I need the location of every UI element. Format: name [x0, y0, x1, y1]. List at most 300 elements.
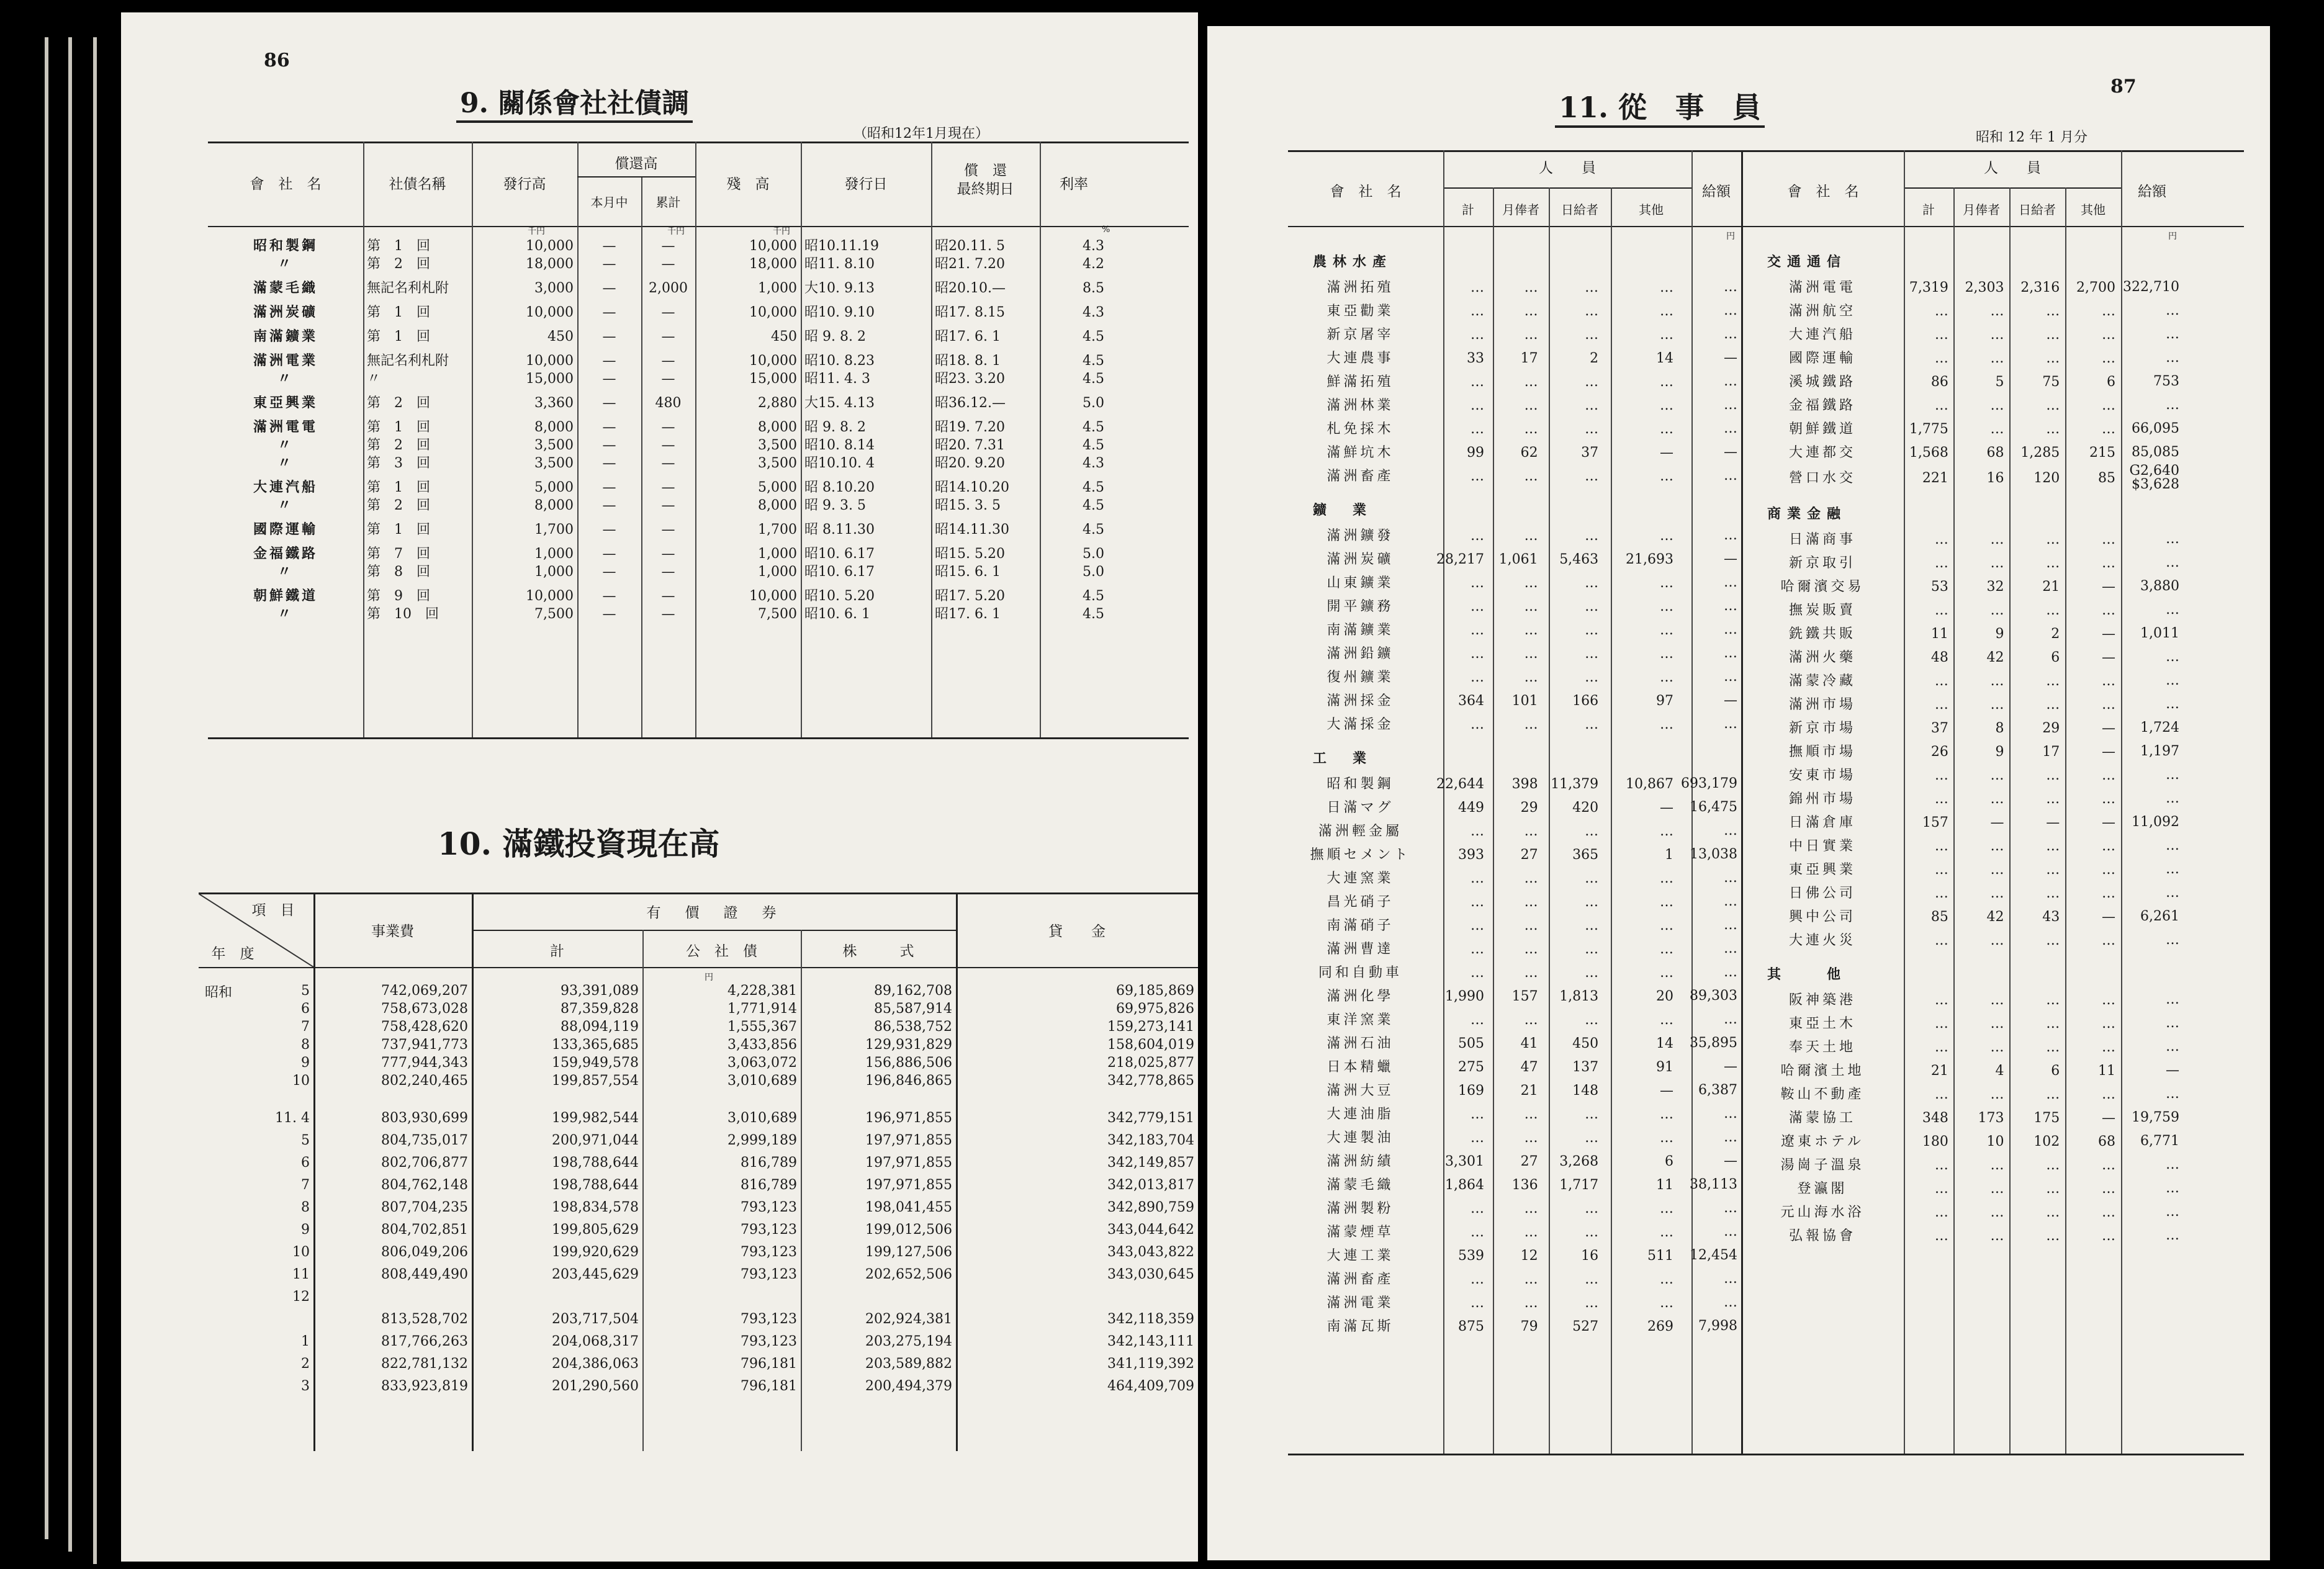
- table-cell: …: [1724, 528, 1737, 543]
- table-cell: 鮮滿拓殖: [1326, 374, 1394, 390]
- table-cell: …: [1934, 397, 1948, 413]
- table-cell: …: [1934, 1157, 1948, 1173]
- table-cell: —: [1724, 693, 1737, 708]
- table-cell: 29: [1520, 799, 1538, 816]
- table-row: [1288, 736, 1741, 772]
- table-row: [1288, 1315, 1741, 1338]
- table-cell: 35,895: [1690, 1035, 1737, 1051]
- table-cell: 101: [1511, 693, 1538, 709]
- page-stack-edge: [45, 37, 48, 1539]
- table-cell: 17: [2042, 744, 2060, 760]
- table-cell: 804,762,148: [381, 1177, 468, 1193]
- table-cell: …: [1934, 1015, 1948, 1032]
- table-cell: 342,118,359: [1107, 1311, 1194, 1327]
- table-cell: …: [1585, 1130, 1599, 1146]
- table-cell: …: [1660, 468, 1673, 484]
- header-company: 會 社 名: [250, 176, 322, 192]
- table-cell: …: [1724, 279, 1737, 295]
- table-cell: 221: [1922, 470, 1948, 486]
- table-cell: 1: [1665, 847, 1673, 863]
- table-row: [245, 1308, 1198, 1330]
- table-row: [1742, 740, 2183, 763]
- table-cell: 796,181: [741, 1355, 797, 1372]
- table-cell: 12,454: [1690, 1248, 1737, 1263]
- table-cell: —: [2101, 1110, 2115, 1126]
- table-row: [208, 237, 1108, 255]
- table-cell: 1,864: [1445, 1177, 1484, 1193]
- table-row: [245, 1036, 1198, 1054]
- table-cell: …: [1660, 397, 1673, 413]
- table-cell: …: [2101, 421, 2115, 437]
- table-cell: …: [1934, 1204, 1948, 1220]
- table-cell: …: [2101, 885, 2115, 901]
- table-cell: 第 1 回: [367, 238, 430, 254]
- table-cell: …: [1524, 870, 1538, 886]
- table-cell: …: [1660, 1106, 1673, 1122]
- table-row: [1742, 645, 2183, 669]
- table-cell: —: [661, 546, 675, 562]
- table-cell: 28,217: [1436, 551, 1484, 567]
- table-cell: 6: [301, 1154, 310, 1171]
- table-cell: 450: [1572, 1035, 1599, 1051]
- table-cell: 393: [1458, 847, 1484, 863]
- section-title-11: 11. 從 事 員: [1555, 85, 1765, 126]
- table-cell: 安東市場: [1788, 767, 1856, 783]
- table-cell: …: [2101, 326, 2115, 343]
- table-cell: …: [1934, 531, 1948, 547]
- table-cell: …: [1471, 279, 1484, 295]
- table-cell: 滿洲炭礦: [253, 304, 318, 320]
- table-cell: 120: [2034, 470, 2060, 486]
- table-cell: 札免採木: [1326, 421, 1394, 437]
- table-cell: 203,717,504: [552, 1311, 639, 1327]
- table-cell: …: [1585, 303, 1599, 319]
- table-cell: 133,365,685: [552, 1037, 639, 1053]
- table-row: [1742, 492, 2183, 528]
- table-cell: …: [2166, 555, 2179, 570]
- table-cell: 4: [1995, 1063, 2004, 1079]
- table-cell: 505: [1458, 1035, 1484, 1051]
- table-cell: …: [1990, 1180, 2004, 1197]
- table-row: [1742, 952, 2183, 988]
- table-cell: 1,990: [1445, 988, 1484, 1004]
- table-cell: 342,779,151: [1107, 1110, 1194, 1126]
- table-cell: 6: [1665, 1153, 1673, 1169]
- table-cell: …: [1660, 964, 1673, 981]
- table-cell: …: [1585, 397, 1599, 413]
- table-row: [245, 1018, 1198, 1036]
- table-cell: …: [1724, 1224, 1737, 1239]
- table-cell: …: [1990, 1015, 2004, 1032]
- table-cell: 11,092: [2132, 814, 2179, 830]
- table-cell: 9: [1995, 626, 2004, 642]
- table-cell: 793,123: [741, 1199, 797, 1215]
- table-cell: 2,880: [758, 395, 797, 411]
- table-cell: …: [2101, 350, 2115, 366]
- table-cell: …: [2166, 397, 2179, 413]
- table-cell: 33: [1467, 350, 1484, 366]
- table-cell: 滿洲曹達: [1326, 941, 1394, 957]
- table-cell: —: [2166, 1063, 2179, 1078]
- table-cell: 昭17. 6. 1: [935, 329, 1001, 344]
- table-cell: 10: [292, 1244, 310, 1260]
- header-total: 計: [1462, 202, 1474, 217]
- table-cell: 昭17. 6. 1: [935, 606, 1001, 622]
- table-row: [1288, 276, 1741, 299]
- table-cell: …: [2101, 992, 2115, 1008]
- table-cell: 18,000: [526, 256, 574, 272]
- table-cell: 156,886,506: [865, 1055, 952, 1071]
- table-cell: …: [1471, 1200, 1484, 1216]
- table-cell: 3,500: [758, 438, 797, 453]
- table-cell: [956, 1285, 1198, 1308]
- table-cell: …: [2166, 1086, 2179, 1102]
- table-cell: …: [1524, 917, 1538, 933]
- table-cell: 滿蒙毛織: [1326, 1177, 1394, 1193]
- table-cell: 大連製油: [1326, 1130, 1394, 1146]
- table-cell: 2: [301, 1355, 310, 1372]
- table-cell: …: [2046, 1228, 2060, 1244]
- table-cell: …: [1585, 964, 1599, 981]
- table-cell: …: [2166, 696, 2179, 712]
- table-cell: —: [602, 498, 616, 513]
- table-cell: …: [1471, 894, 1484, 910]
- table-cell: …: [1524, 1106, 1538, 1122]
- table-cell: 802,240,465: [381, 1073, 468, 1089]
- table-cell: 10,000: [749, 353, 797, 369]
- table-cell: 158,604,019: [1107, 1037, 1194, 1053]
- table-cell: 527: [1572, 1318, 1599, 1334]
- table-cell: —: [1724, 1153, 1737, 1169]
- table-cell: …: [1660, 326, 1673, 343]
- table-cell: 88,094,119: [561, 1019, 639, 1035]
- table-row: [208, 255, 1108, 273]
- table-cell: …: [1724, 669, 1737, 685]
- table-cell: —: [2101, 909, 2115, 925]
- table-cell: 197,971,855: [865, 1154, 952, 1171]
- table-cell: —: [602, 353, 616, 369]
- table-cell: …: [2046, 838, 2060, 854]
- table-cell: …: [2101, 1228, 2115, 1244]
- table-cell: 804,702,851: [381, 1221, 468, 1238]
- table-cell: …: [1934, 838, 1948, 854]
- table-cell: 日滿商事: [1788, 531, 1856, 547]
- table-cell: 昭10. 8.14: [804, 438, 875, 453]
- table-cell: —: [2101, 626, 2115, 642]
- table-cell: —: [661, 438, 675, 453]
- table-cell: …: [1990, 1157, 2004, 1173]
- table-row: [1288, 843, 1741, 866]
- table-cell: 12: [292, 1288, 310, 1305]
- table-cell: 南滿鑛業: [1326, 622, 1394, 638]
- table-cell: 復州鑛業: [1326, 669, 1394, 685]
- table-cell: …: [2101, 1204, 2115, 1220]
- table-cell: 1,000: [758, 564, 797, 580]
- table-cell: 昭11. 8.10: [804, 256, 875, 272]
- table-cell: 6: [301, 1001, 310, 1017]
- table-cell: 777,944,343: [381, 1055, 468, 1071]
- table-cell: …: [1471, 1106, 1484, 1122]
- table-cell: —: [661, 588, 675, 604]
- table-cell: 大連汽船: [253, 479, 318, 495]
- table-cell: 11: [2097, 1063, 2115, 1079]
- table-cell: 滿洲電業: [1326, 1295, 1394, 1311]
- table-cell: 342,149,857: [1107, 1154, 1194, 1171]
- table-row: [1742, 858, 2183, 881]
- table-cell: …: [1660, 528, 1673, 544]
- table-cell: …: [2101, 531, 2115, 547]
- table-row: [208, 346, 1108, 370]
- table-cell: 1,000: [758, 281, 797, 296]
- table-cell: 6,261: [2140, 909, 2179, 924]
- table-cell: 27: [1520, 847, 1538, 863]
- table-cell: —: [661, 353, 675, 369]
- table-cell: 滿洲鉛鑛: [1326, 645, 1394, 662]
- table-row: [1742, 1035, 2183, 1059]
- table-cell: 6: [2051, 1063, 2060, 1079]
- table-cell: …: [1471, 1271, 1484, 1287]
- table-cell: 480: [655, 395, 682, 411]
- table-cell: 199,920,629: [552, 1244, 639, 1260]
- table-cell: 99: [1467, 444, 1484, 461]
- table-row: [1288, 1126, 1741, 1149]
- table-cell: …: [1934, 326, 1948, 343]
- table-cell: 鞍山不動產: [1780, 1086, 1865, 1102]
- table-row: [208, 273, 1108, 297]
- table-row: [1288, 595, 1741, 618]
- header-pay: 給額: [2138, 184, 2166, 200]
- table-row: [1288, 464, 1741, 488]
- table-cell: —: [661, 480, 675, 495]
- table-cell: …: [1660, 1200, 1673, 1216]
- table-cell: 滿洲火藥: [1788, 649, 1856, 665]
- unit-label: 千円: [667, 227, 685, 236]
- table-cell: …: [1724, 397, 1737, 413]
- table-row: [245, 1151, 1198, 1174]
- table-cell: …: [1724, 894, 1737, 909]
- header-sec-total: 計: [550, 943, 564, 960]
- table-cell: 173: [1978, 1110, 2004, 1126]
- table-cell: …: [1724, 374, 1737, 389]
- table-row: [208, 321, 1108, 346]
- table-cell: …: [1585, 1106, 1599, 1122]
- table-cell: …: [1934, 767, 1948, 783]
- table-cell: …: [1724, 1130, 1737, 1145]
- table-cell: 滿洲化學: [1326, 988, 1394, 1004]
- table-row: [208, 388, 1108, 412]
- table-row: [245, 982, 1198, 1000]
- table-cell: 〃: [277, 606, 294, 622]
- table-cell: 86,538,752: [874, 1019, 952, 1035]
- table-cell: …: [1724, 870, 1737, 886]
- table-cell: …: [1524, 1130, 1538, 1146]
- left-page: [121, 12, 1198, 1562]
- table-cell: —: [1660, 799, 1673, 816]
- table-cell: 滿蒙毛織: [253, 280, 318, 296]
- table-cell: 8.5: [1083, 281, 1104, 296]
- table-row: [1288, 1244, 1741, 1267]
- table-row: [1742, 1153, 2183, 1177]
- table-row: [1288, 240, 1741, 276]
- table-cell: 昭 9. 8. 2: [804, 420, 866, 435]
- table-cell: 9: [301, 1055, 310, 1071]
- table-cell: 203,445,629: [552, 1266, 639, 1282]
- table-cell: 昭 8.10.20: [804, 480, 875, 495]
- table-row: [208, 472, 1108, 497]
- table-cell: 3,000: [534, 281, 574, 296]
- table-cell: 昭17. 8.15: [935, 305, 1005, 320]
- table-cell: …: [1585, 575, 1599, 591]
- table-cell: 343,043,822: [1107, 1244, 1194, 1260]
- table-cell: 無記名利札附: [367, 353, 449, 369]
- table-cell: —: [2101, 720, 2115, 736]
- table-cell: 87,359,828: [561, 1001, 639, 1017]
- table-cell: 4.5: [1083, 371, 1104, 387]
- table-cell: …: [1471, 598, 1484, 614]
- era-label: 昭和: [205, 985, 233, 1000]
- table-cell: …: [1990, 421, 2004, 437]
- table-cell: …: [2101, 555, 2115, 571]
- table-cell: …: [2101, 303, 2115, 319]
- table-cell: 南滿瓦斯: [1326, 1318, 1394, 1334]
- table-cell: …: [2166, 531, 2179, 547]
- table-row: [1288, 961, 1741, 984]
- table-cell: 10,000: [526, 305, 574, 320]
- table-cell: 202,924,381: [865, 1311, 952, 1327]
- table-cell: 11: [1930, 626, 1948, 642]
- table-cell: …: [1524, 645, 1538, 662]
- table-row: [1288, 937, 1741, 961]
- table-cell: 803,930,699: [381, 1110, 468, 1126]
- table-cell: [245, 1308, 313, 1330]
- table-cell: 遼東ホテル: [1781, 1133, 1864, 1149]
- date-note: （昭和12年1月現在）: [853, 126, 989, 142]
- table-row: [1742, 834, 2183, 858]
- table-cell: —: [661, 420, 675, 435]
- table-cell: 大連汽船: [1788, 326, 1856, 343]
- table-cell: …: [1660, 894, 1673, 910]
- table-row: [1742, 417, 2183, 441]
- table-row: [1288, 323, 1741, 346]
- table-cell: 102: [2034, 1133, 2060, 1149]
- table-cell: …: [1524, 716, 1538, 732]
- table-cell: 758,673,028: [381, 1001, 468, 1017]
- table-row: [208, 412, 1108, 436]
- table-cell: —: [602, 238, 616, 254]
- table-cell: 86: [1930, 374, 1948, 390]
- table-cell: 201,290,560: [552, 1378, 639, 1394]
- table-cell: …: [1724, 575, 1737, 590]
- table-cell: 269: [1647, 1318, 1673, 1334]
- table-cell: 806,049,206: [381, 1244, 468, 1260]
- table-cell: 昭18. 8. 1: [935, 353, 1001, 369]
- table-cell: 興中公司: [1788, 909, 1856, 925]
- table-cell: 交通通信: [1767, 253, 1847, 270]
- table-cell: …: [1934, 555, 1948, 571]
- table-cell: 滿洲鑛發: [1326, 528, 1394, 544]
- table-cell: …: [2046, 1086, 2060, 1102]
- table-cell: …: [1471, 575, 1484, 591]
- rule: [208, 226, 1189, 227]
- table-row: [1288, 1079, 1741, 1102]
- table-cell: …: [1471, 1224, 1484, 1240]
- table-cell: 793,123: [741, 1333, 797, 1349]
- table-cell: 3,063,072: [727, 1055, 797, 1071]
- table-row: [208, 515, 1108, 539]
- table-cell: …: [1585, 421, 1599, 437]
- table-cell: …: [1660, 279, 1673, 295]
- table-cell: 10,000: [526, 588, 574, 604]
- table-cell: 昌光硝子: [1326, 894, 1394, 910]
- table-row: [208, 539, 1108, 563]
- table-cell: 朝鮮鐵道: [253, 588, 318, 604]
- table-cell: 滿鮮坑木: [1326, 444, 1394, 461]
- table-cell: 166: [1572, 693, 1599, 709]
- table-cell: 農林水產: [1313, 253, 1393, 270]
- table-row: [1742, 1059, 2183, 1082]
- table-cell: 滿洲紡績: [1326, 1153, 1394, 1169]
- table-cell: …: [1524, 326, 1538, 343]
- header-company: 會 社 名: [1330, 184, 1402, 200]
- table-cell: 第 1 回: [367, 305, 430, 320]
- table-cell: 昭11. 4. 3: [804, 371, 870, 387]
- table-cell: 808,449,490: [381, 1266, 468, 1282]
- table-cell: …: [1990, 861, 2004, 878]
- table-cell: 第 2 回: [367, 256, 430, 272]
- table-row: [1288, 1055, 1741, 1079]
- table-cell: 滿洲石油: [1326, 1035, 1394, 1051]
- table-cell: 2,999,189: [727, 1132, 797, 1148]
- table-cell: 第 2 回: [367, 395, 430, 411]
- table-cell: 滿洲採金: [1326, 693, 1394, 709]
- table-cell: 1,700: [758, 522, 797, 537]
- rule: [199, 892, 1198, 894]
- table-cell: 滿洲製粉: [1326, 1200, 1394, 1216]
- table-cell: …: [1471, 1130, 1484, 1146]
- table-row: [1742, 811, 2183, 834]
- table-cell: 〃: [277, 455, 294, 471]
- table-cell: 6: [2106, 374, 2115, 390]
- table-cell: 42: [1986, 649, 2004, 665]
- table-cell: 199,982,544: [552, 1110, 639, 1126]
- table-row: [245, 1129, 1198, 1151]
- table-cell: 昭17. 5.20: [935, 588, 1005, 604]
- table-cell: 滿洲電電: [253, 419, 318, 435]
- table-row: [1742, 1130, 2183, 1153]
- table-cell: …: [1524, 1012, 1538, 1028]
- table-cell: 15,000: [749, 371, 797, 387]
- table-cell: …: [2046, 602, 2060, 618]
- table-cell: …: [1724, 1012, 1737, 1027]
- table-cell: 22,644: [1436, 776, 1484, 792]
- unit-label: 円: [2168, 232, 2177, 241]
- table-cell: 93,391,089: [561, 983, 639, 999]
- header-monthly: 月俸者: [1502, 202, 1539, 217]
- table-row: [245, 1196, 1198, 1218]
- table-row: [1742, 881, 2183, 905]
- table-row: [208, 581, 1108, 605]
- table-cell: 816,789: [741, 1177, 797, 1193]
- table-cell: 4.3: [1083, 456, 1104, 471]
- header-daily: 日給者: [2019, 202, 2056, 217]
- table-row: [1742, 1106, 2183, 1130]
- table-cell: …: [1990, 885, 2004, 901]
- table-cell: 97: [1656, 693, 1673, 709]
- table-row: [1288, 984, 1741, 1008]
- table-cell: …: [2166, 303, 2179, 318]
- table-cell: 撫炭販賣: [1788, 602, 1856, 618]
- table-cell: …: [2166, 767, 2179, 783]
